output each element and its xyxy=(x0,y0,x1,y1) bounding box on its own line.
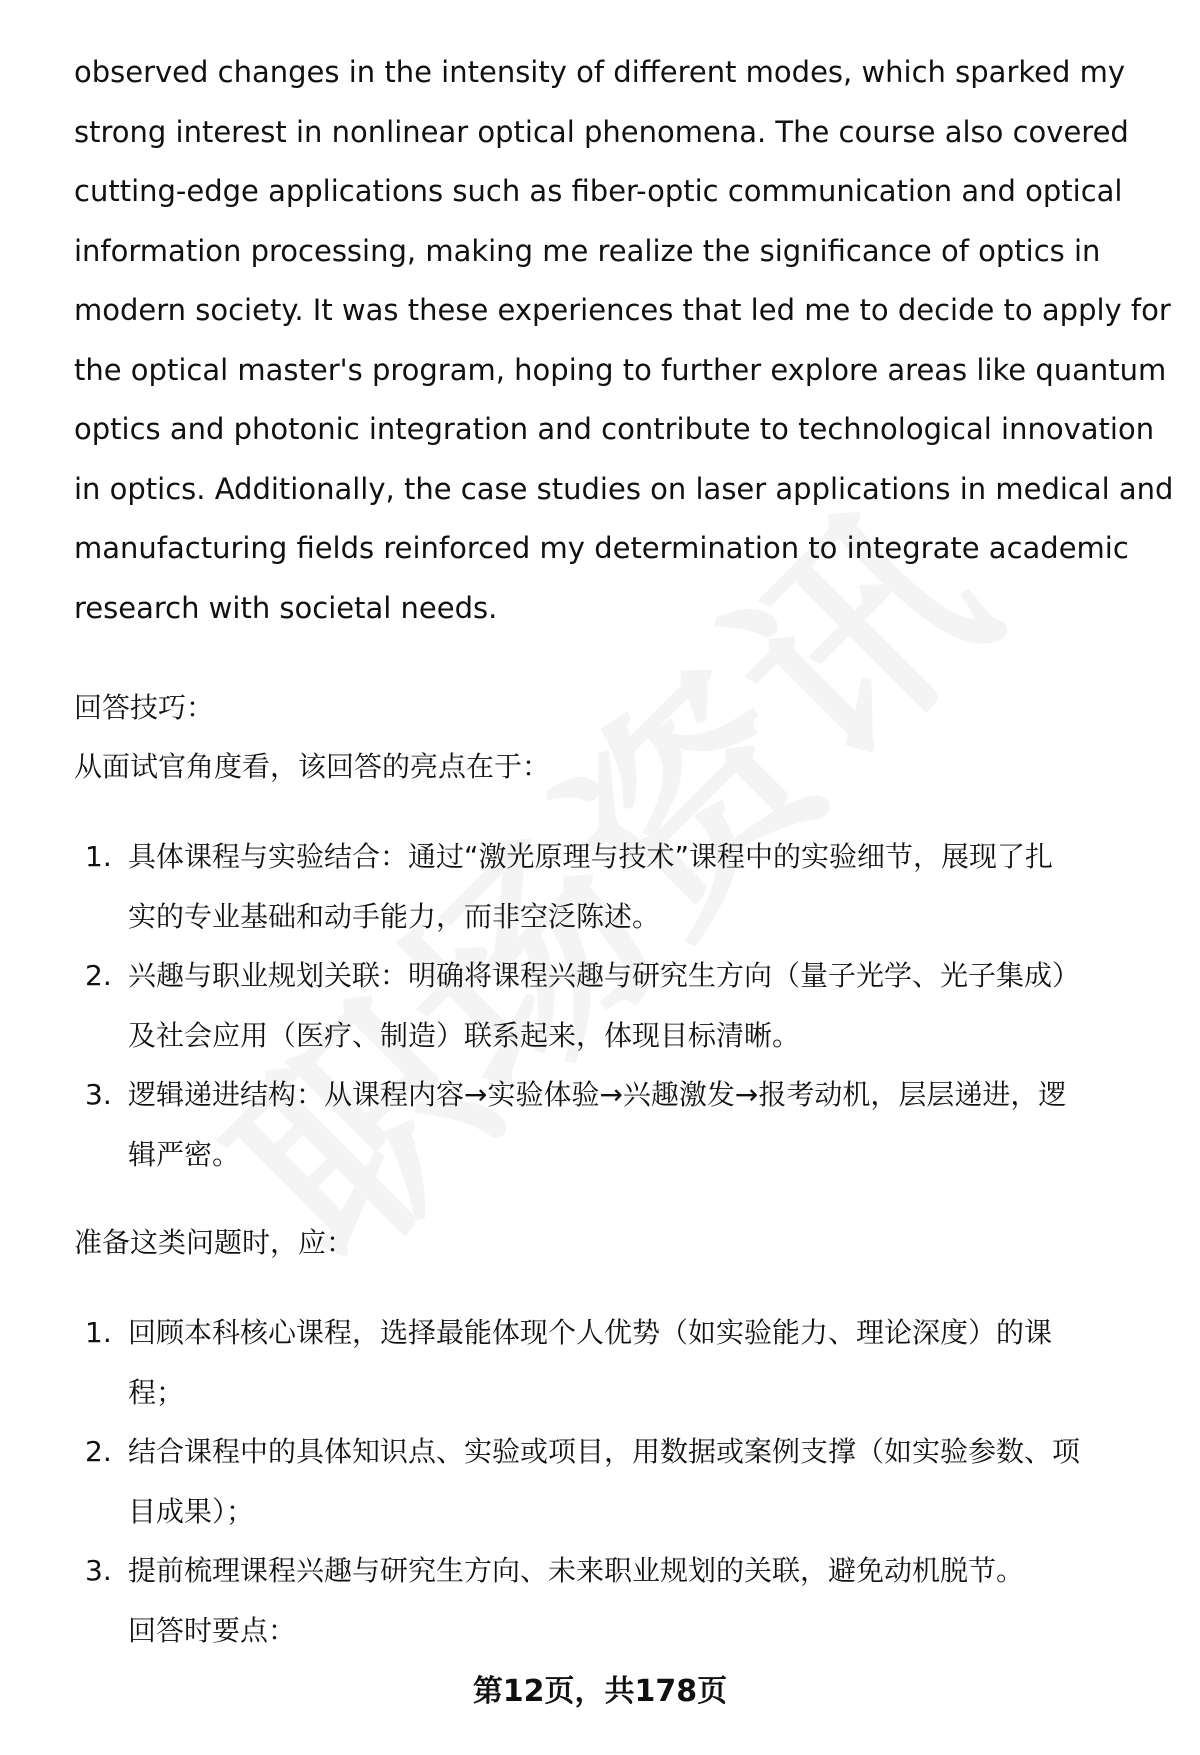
intro-line: modern society. It was these experiences that led me to decide to apply for xyxy=(74,293,1171,327)
intro-line: information processing, making me realize the significance of optics in xyxy=(74,233,1101,268)
list-number: 1. xyxy=(85,1316,112,1349)
tips-intro: 从面试官角度看，该回答的亮点在于： xyxy=(74,750,551,783)
list-number: 1. xyxy=(85,840,112,873)
intro-line: cutting-edge applications such as fiber-optic communication and optical xyxy=(74,174,1123,208)
list-line: 及社会应用（医疗、制造）联系起来，体现目标清晰。 xyxy=(128,1018,801,1052)
intro-line: observed changes in the intensity of different modes, which sparked my xyxy=(74,55,1126,89)
list-line: 逻辑递进结构：从课程内容→实验体验→兴趣激发→报考动机，层层递进，逻 xyxy=(128,1078,1067,1111)
list-number: 3. xyxy=(85,1554,112,1587)
list-line: 兴趣与职业规划关联：明确将课程兴趣与研究生方向（量子光学、光子集成） xyxy=(128,959,1081,992)
list-number: 3. xyxy=(85,1078,112,1111)
list-line: 实的专业基础和动手能力，而非空泛陈述。 xyxy=(128,899,661,933)
list-line: 回答时要点： xyxy=(128,1613,297,1647)
page-number-footer: 第12页，共178页 xyxy=(472,1674,728,1709)
intro-line: optics and photonic integration and contribute to technological innovation xyxy=(74,412,1155,446)
intro-line: the optical master's program, hoping to further explore areas like quantum xyxy=(74,352,1167,387)
list-line: 辑严密。 xyxy=(128,1137,241,1171)
tips-heading: 回答技巧： xyxy=(74,691,215,724)
list-line: 目成果）； xyxy=(128,1494,255,1528)
list-number: 2. xyxy=(85,959,112,992)
intro-line: manufacturing fields reinforced my determination to integrate academic xyxy=(74,531,1129,565)
list-number: 2. xyxy=(85,1435,112,1468)
prep-heading: 准备这类问题时，应： xyxy=(74,1226,355,1259)
list-line: 回顾本科核心课程，选择最能体现个人优势（如实验能力、理论深度）的课 xyxy=(128,1316,1053,1349)
list-line: 提前梳理课程兴趣与研究生方向、未来职业规划的关联，避免动机脱节。 xyxy=(128,1554,1025,1587)
intro-line: strong interest in nonlinear optical phenomena. The course also covered xyxy=(74,114,1129,149)
intro-line: in optics. Additionally, the case studies on laser applications in medical and xyxy=(74,471,1174,506)
intro-line: research with societal needs. xyxy=(74,590,498,625)
list-line: 结合课程中的具体知识点、实验或项目，用数据或案例支撑（如实验参数、项 xyxy=(128,1435,1081,1468)
intro-paragraph xyxy=(74,43,1174,638)
list-line: 程； xyxy=(128,1375,185,1409)
list-line: 具体课程与实验结合：通过“激光原理与技术”课程中的实验细节，展现了扎 xyxy=(128,840,1054,873)
